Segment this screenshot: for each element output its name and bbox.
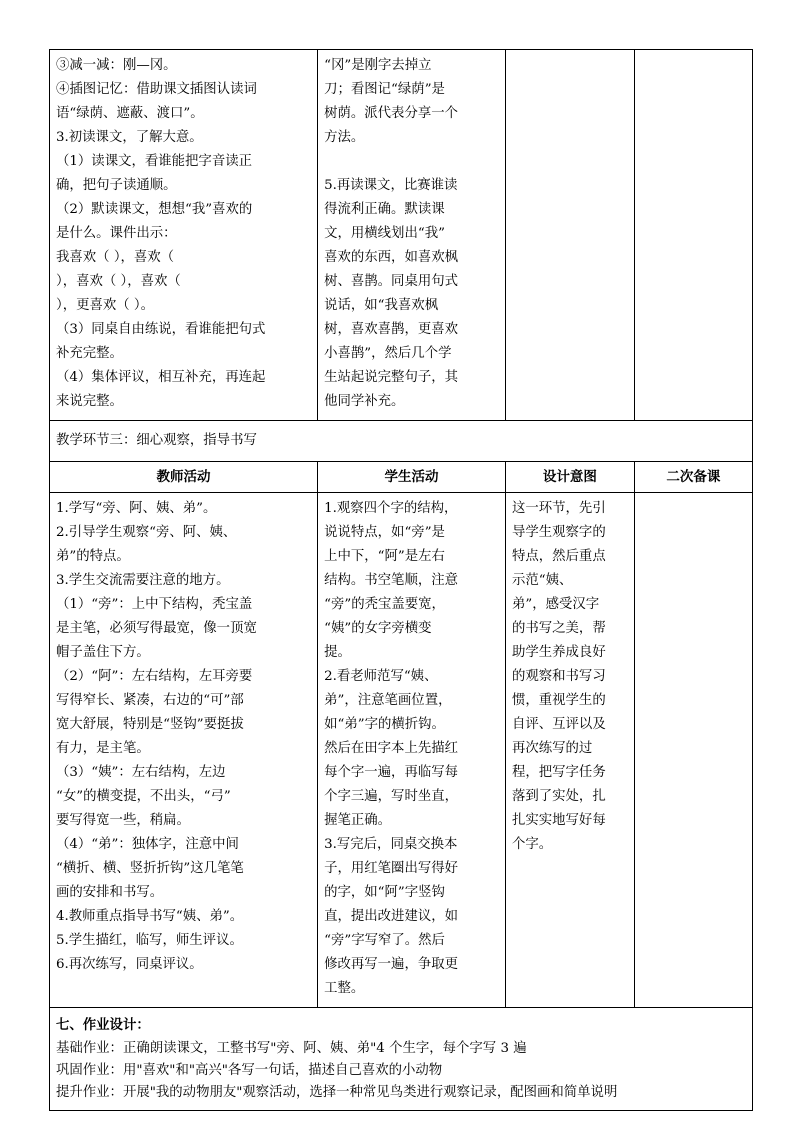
text-line: “横折、横、竖折折钩”这几笔笔	[56, 861, 244, 876]
text-line: 2.引导学生观察“旁、阿、姨、	[56, 525, 237, 540]
text-line: 小喜鹊”，然后几个学	[324, 346, 452, 361]
text-line: 生站起说完整句子，其	[324, 370, 459, 385]
header-design-intent: 设计意图	[505, 462, 634, 493]
text-line: 的观察和书写习	[511, 669, 606, 684]
homework-item: 基础作业：正确朗读课文，工整书写"旁、阿、姨、弟"4 个生字，每个字写 3 遍	[56, 1041, 527, 1056]
text-line: “女”的横变提，不出头，“弓”	[56, 789, 231, 804]
text-line: 结构。书空笔顺，注意	[324, 573, 459, 588]
homework-title: 七、作业设计：	[56, 1017, 150, 1033]
text-line: 是主笔，必须写得最宽，像一顶宽	[56, 621, 257, 636]
text-line: 3.写完后，同桌交换本	[324, 837, 458, 852]
text-line: 修改再写一遍，争取更	[324, 957, 459, 972]
text-line: 示范“姨、	[511, 573, 573, 588]
text-line: “旁”字写窄了。然后	[324, 933, 445, 948]
text-line: 的字，如“阿”字竖钩	[324, 885, 445, 900]
text-line: 上中下，“阿”是左右	[324, 549, 445, 564]
text-line: 语“绿荫、遮蔽、渡口”。	[56, 106, 204, 121]
text-line: 宽大舒展，特别是“竖钩”要挺拔	[56, 717, 244, 732]
text-line: 方法。	[324, 130, 365, 145]
header-second-prep: 二次备课	[634, 462, 752, 493]
text-line: 树荫。派代表分享一个	[324, 106, 459, 121]
writing-activities-row	[50, 493, 753, 1008]
homework-cell	[50, 1008, 753, 1111]
text-line: 1.学写“旁、阿、姨、弟”。	[56, 501, 217, 516]
text-line: 得流利正确。默读课	[324, 202, 445, 217]
text-line: “姨”的女字旁横变	[324, 621, 432, 636]
text-line: ④插图记忆：借助课文插图认读词	[56, 82, 257, 97]
text-line: 树、喜鹊。同桌用句式	[324, 274, 459, 289]
text-line: ），更喜欢（ ）。	[56, 298, 154, 313]
text-line: 6.再次练写，同桌评议。	[56, 957, 203, 972]
text-line: 弟”的特点。	[56, 549, 130, 564]
text-line: （1）“旁”：上中下结构，秃宝盖	[56, 597, 253, 612]
teacher-activity-cell	[50, 50, 318, 421]
text-line: 写得窄长、紧凑，右边的“可”部	[56, 693, 244, 708]
text-line: 落到了实处，扎	[511, 789, 606, 804]
homework-item: 提升作业：开展"我的动物朋友"观察活动，选择一种常见鸟类进行观察记录，配图画和简单说明	[56, 1085, 618, 1100]
blank-spacer	[324, 150, 501, 174]
text-line: 自评、互评以及	[511, 717, 606, 732]
text-line: ），喜欢（ ），喜欢（	[56, 274, 181, 289]
text-line: 5.再读课文，比赛谁读	[324, 178, 458, 193]
text-line: 喜欢的东西，如喜欢枫	[324, 250, 459, 265]
text-line: （2）默读课文，想想“我”喜欢的	[56, 202, 253, 217]
text-line: 有力，是主笔。	[56, 741, 150, 756]
text-line: 的书写之美，帮	[511, 621, 606, 636]
text-line: 程，把写字任务	[511, 765, 606, 780]
text-line: 他同学补充。	[324, 394, 405, 409]
text-line: 画的安排和书写。	[56, 885, 164, 900]
text-line: 助学生养成良好	[511, 645, 606, 660]
text-line: “旁”的秃宝盖要宽，	[324, 597, 445, 612]
student-activity-cell	[318, 50, 506, 421]
text-line: 说话，如“我喜欢枫	[324, 298, 439, 313]
text-line: 特点，然后重点	[511, 549, 606, 564]
text-line: 确，把句子读通顺。	[56, 178, 177, 193]
text-line: （2）“阿”：左右结构，左耳旁要	[56, 669, 253, 684]
design-intent-cell	[505, 493, 634, 1008]
text-line: 3.学生交流需要注意的地方。	[56, 573, 230, 588]
text-line: 要写得宽一些，稍扁。	[56, 813, 190, 828]
text-line: 来说完整。	[56, 394, 123, 409]
text-line: 直，提出改进建议，如	[324, 909, 459, 924]
header-teacher-activity: 教师活动	[50, 462, 318, 493]
text-line: 5.学生描红，临写，师生评议。	[56, 933, 243, 948]
text-line: 握笔正确。	[324, 813, 392, 828]
student-activity-cell	[318, 493, 506, 1008]
text-line: 文，用横线划出“我”	[324, 226, 445, 241]
text-line: 再次练写的过	[511, 741, 593, 756]
text-line: 个字三遍，写时坐直，	[324, 789, 459, 804]
text-line: 弟”，注意笔画位置，	[324, 693, 452, 708]
text-line: 导学生观察字的	[511, 525, 606, 540]
text-line: （4）“弟”：独体字，注意中间	[56, 837, 239, 852]
text-line: （4）集体评议，相互补充，再连起	[56, 370, 266, 385]
text-line: 补充完整。	[56, 346, 123, 361]
design-intent-cell	[505, 50, 634, 421]
second-prep-cell	[634, 50, 752, 421]
text-line: 扎实实地写好每	[511, 813, 606, 828]
text-line: 1.观察四个字的结构，	[324, 501, 458, 516]
lesson-plan-page	[49, 49, 753, 1111]
text-line: 如“弟”字的横折钩。	[324, 717, 445, 732]
text-line: 树，喜欢喜鹊，更喜欢	[324, 322, 459, 337]
text-line: 3.初读课文，了解大意。	[56, 130, 203, 145]
text-line: 2.看老师范写“姨、	[324, 669, 438, 684]
text-line: 工整。	[324, 981, 365, 996]
second-prep-cell	[634, 493, 752, 1008]
text-line: 4.教师重点指导书写“姨、弟”。	[56, 909, 244, 924]
text-line: “冈”是刚字去掉立	[324, 58, 432, 73]
lesson-plan-table	[49, 49, 753, 1111]
continued-activities-row	[50, 50, 753, 421]
homework-item: 巩固作业：用"喜欢"和"高兴"各写一句话，描述自己喜欢的小动物	[56, 1063, 443, 1078]
text-line: ③减一减：刚—冈。	[56, 58, 177, 73]
text-line: 弟”，感受汉字	[511, 597, 600, 612]
text-line: 子，用红笔圈出写得好	[324, 861, 459, 876]
text-line: 是什么。课件出示：	[56, 226, 177, 241]
section-title: 教学环节三：细心观察，指导书写	[50, 421, 753, 462]
text-line: 说说特点，如“旁”是	[324, 525, 445, 540]
teacher-activity-cell	[50, 493, 318, 1008]
homework-row	[50, 1008, 753, 1111]
text-line: 提。	[324, 645, 351, 660]
text-line: 惯，重视学生的	[511, 693, 606, 708]
column-header-row	[50, 462, 753, 493]
text-line: 刀；看图记“绿荫”是	[324, 82, 445, 97]
header-student-activity: 学生活动	[318, 462, 506, 493]
text-line: （3）同桌自由练说，看谁能把句式	[56, 322, 266, 337]
section-title-row	[50, 421, 753, 462]
text-line: 个字。	[511, 837, 553, 852]
text-line: 帽子盖住下方。	[56, 645, 150, 660]
text-line: （3）“姨”：左右结构，左边	[56, 765, 226, 780]
text-line: 这一环节，先引	[511, 501, 606, 516]
text-line: 我喜欢（ ），喜欢（	[56, 250, 175, 265]
text-line: （1）读课文，看谁能把字音读正	[56, 154, 252, 169]
text-line: 然后在田字本上先描红	[324, 741, 459, 756]
text-line: 每个字一遍，再临写每	[324, 765, 459, 780]
